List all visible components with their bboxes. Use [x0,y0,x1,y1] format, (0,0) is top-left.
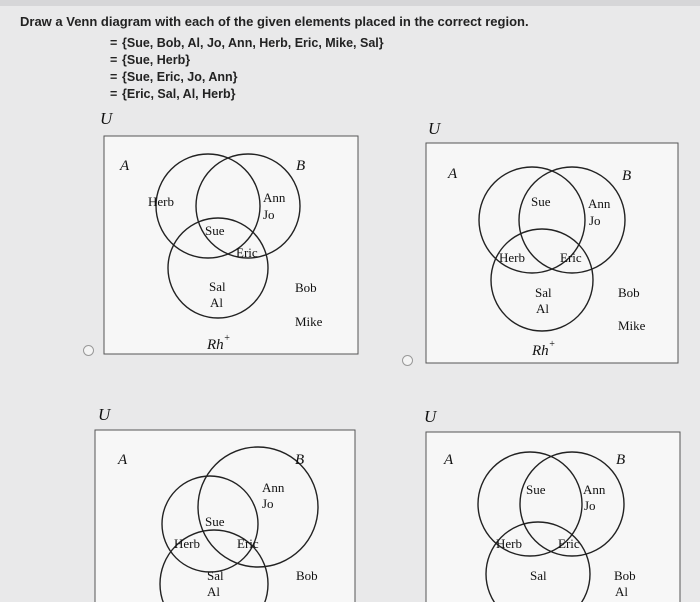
element-sal: Sal [535,285,552,300]
set-b-label: B [622,168,632,184]
element-eric: Eric [558,536,580,551]
element-al: Al [615,584,628,599]
element-mike: Mike [618,318,646,333]
element-herb: Herb [496,536,522,551]
element-sue: Sue [531,194,551,209]
set-a-label: A [118,452,128,468]
set-value: {Sue, Herb} [122,53,191,67]
venn-option-2 [418,118,688,368]
universal-set-label: U [98,405,111,424]
rh-positive-label: Rh+ [532,339,556,359]
set-value: {Sue, Eric, Jo, Ann} [122,70,238,84]
set-a-label: A [444,452,454,468]
set-value: {Sue, Bob, Al, Jo, Ann, Herb, Eric, Mike, Sal} [122,36,384,50]
set-b-label: B [296,158,306,174]
rh-positive-label: Rh+ [207,333,231,353]
set-equals: = [110,53,118,67]
element-sue: Sue [205,223,225,238]
element-herb: Herb [148,194,174,209]
option-2-radio[interactable] [402,355,413,366]
element-herb: Herb [499,250,525,265]
universal-set-label: U [428,119,441,138]
element-ann: Ann [262,480,285,495]
element-ann: Ann [588,196,611,211]
element-eric: Eric [236,245,258,260]
top-edge [0,0,700,6]
element-eric: Eric [237,536,259,551]
universal-set-label: U [424,407,437,426]
element-ann: Ann [583,482,606,497]
option-1-radio[interactable] [83,345,94,356]
question-text: Draw a Venn diagram with each of the given elements placed in the correct region. [20,14,529,29]
venn-option-3 [90,404,360,602]
set-equals: = [110,87,118,101]
element-al: Al [536,301,549,316]
set-value: {Eric, Sal, Al, Herb} [122,87,236,101]
element-bob: Bob [295,280,317,295]
element-bob: Bob [296,568,318,583]
element-eric: Eric [560,250,582,265]
element-mike: Mike [295,314,323,329]
element-sal: Sal [209,279,226,294]
element-sue: Sue [526,482,546,497]
element-jo: Jo [262,496,274,511]
element-bob: Bob [614,568,636,583]
set-a-label: A [448,166,458,182]
set-b-label: B [295,452,305,468]
element-sal: Sal [530,568,547,583]
universal-set-label: U [100,109,113,128]
set-equals: = [110,36,118,50]
element-al: Al [210,295,223,310]
element-sue: Sue [205,514,225,529]
element-jo: Jo [584,498,596,513]
element-herb: Herb [174,536,200,551]
element-ann: Ann [263,190,286,205]
element-al: Al [207,584,220,599]
element-jo: Jo [589,213,601,228]
element-bob: Bob [618,285,640,300]
set-equals: = [110,70,118,84]
set-b-label: B [616,452,626,468]
venn-option-1 [96,108,366,358]
element-sal: Sal [207,568,224,583]
element-jo: Jo [263,207,275,222]
set-a-label: A [120,158,130,174]
venn-option-4 [416,404,686,602]
